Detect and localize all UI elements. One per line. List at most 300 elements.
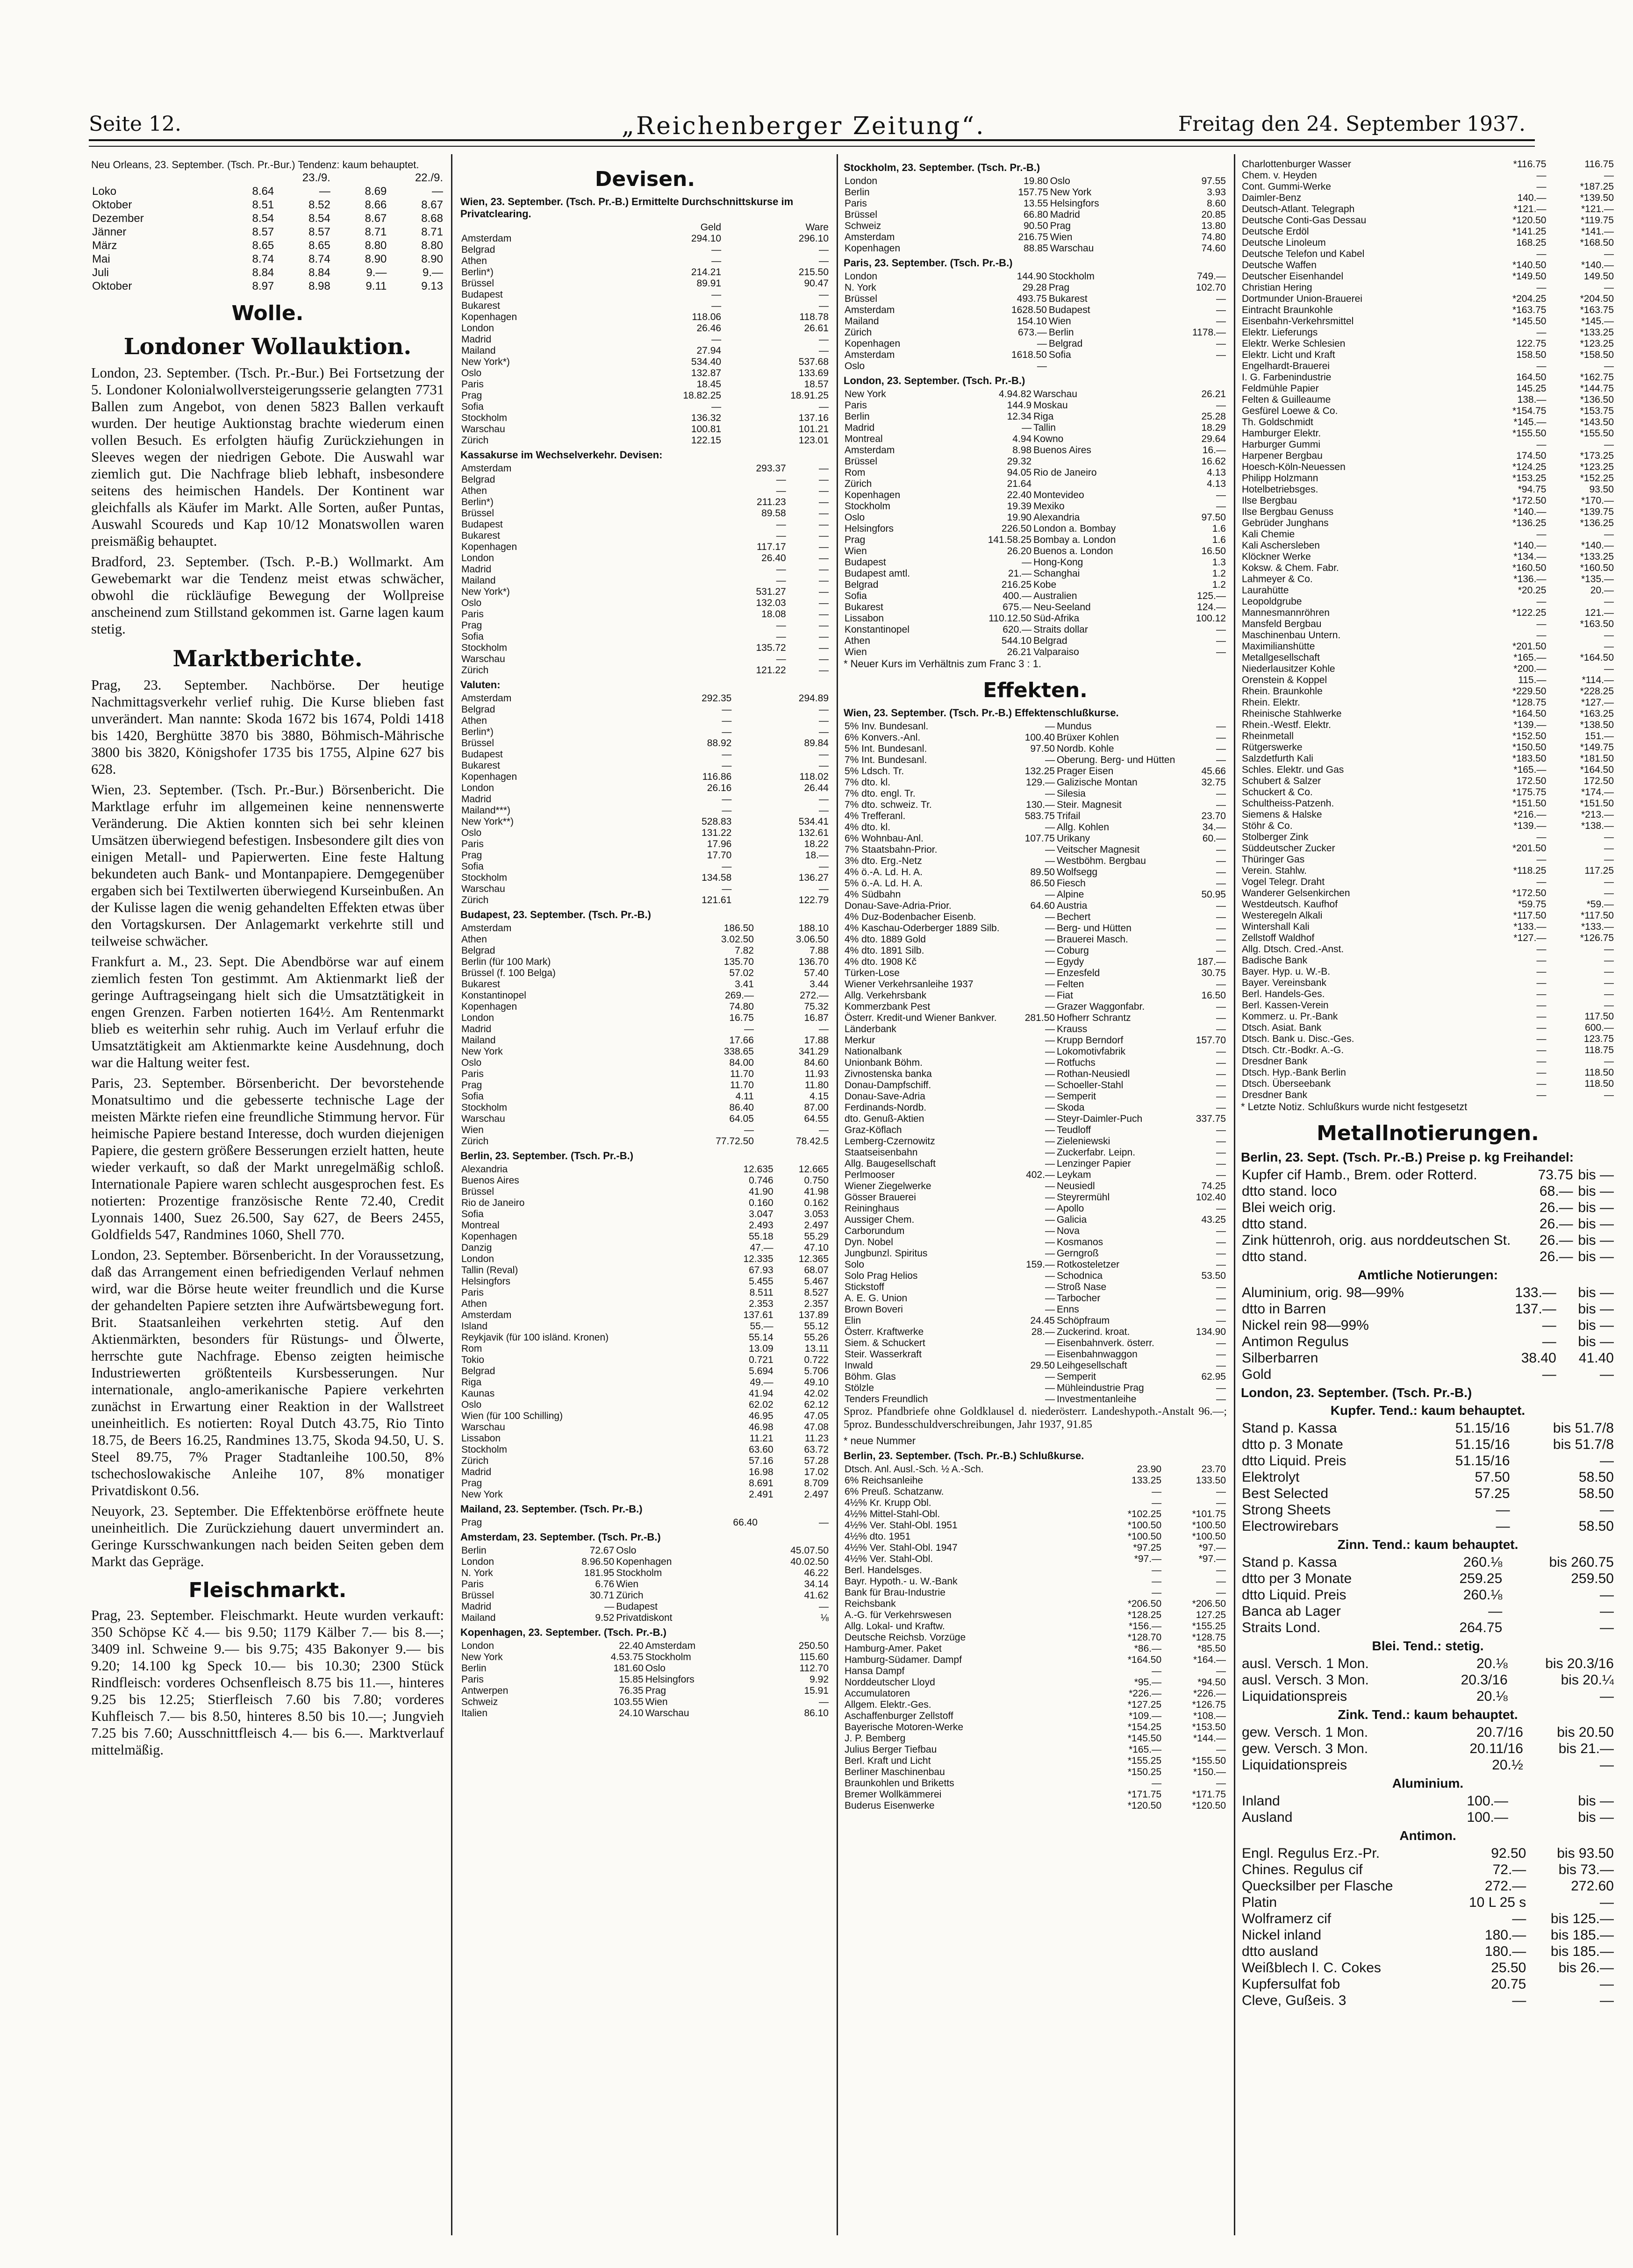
row-value: — xyxy=(1045,1057,1055,1068)
row-value: 8.90 xyxy=(365,253,387,265)
table-row xyxy=(1241,249,1615,260)
row-value: — xyxy=(776,530,786,541)
table-row xyxy=(460,1411,830,1422)
row-value: 11.21 xyxy=(749,1433,774,1444)
row-value: — xyxy=(1216,1565,1226,1576)
row-label: März xyxy=(92,239,117,252)
row-value: 19.80 xyxy=(1024,176,1048,186)
table-row xyxy=(844,1632,1227,1643)
row-value: 117.25 xyxy=(1584,865,1614,876)
row-label: 4% dto. kl. xyxy=(845,822,891,833)
row-label: 4½% dto. 1951 xyxy=(845,1531,911,1542)
table-row xyxy=(460,508,830,519)
row-label: Stockholm xyxy=(845,501,891,512)
row-value: 4.94 xyxy=(1012,434,1032,444)
row-value: — xyxy=(1216,1237,1226,1248)
row-value: 402.— xyxy=(1026,1170,1055,1180)
table-row xyxy=(844,1498,1227,1509)
table-row xyxy=(460,244,830,256)
row-value: bis — xyxy=(1578,1216,1614,1232)
row-label: Kopenhagen xyxy=(616,1556,672,1567)
row-value: 3.053 xyxy=(804,1209,829,1220)
table-row xyxy=(844,1576,1227,1587)
row-value: — xyxy=(1536,966,1547,977)
row-label: Fiesch xyxy=(1056,878,1086,889)
row-value: 103.55 xyxy=(613,1697,644,1707)
table-row xyxy=(460,827,830,839)
row-label: 7% dto. schweiz. Tr. xyxy=(845,799,932,810)
row-label: Australien xyxy=(1033,591,1077,601)
row-label: Leopoldgrube xyxy=(1242,596,1302,607)
row-value: *153.75 xyxy=(1580,406,1614,416)
row-value: — xyxy=(711,289,722,300)
row-label: Steyr-Daimler-Puch xyxy=(1056,1113,1143,1124)
rates-table xyxy=(844,389,1227,658)
table-row xyxy=(844,591,1227,602)
row-label: Schuckert & Co. xyxy=(1242,787,1313,798)
table-row xyxy=(1241,282,1615,293)
row-value: 23.90 xyxy=(1137,1464,1162,1475)
article-paragraph: Frankfurt a. M., 23. Sept. Die Abendbörse war auf einem ziemlich festen Ton gestimmt. Am Aktienmarkt ließ der geringe Auftragseingang hielt sich die Umsatztätigkeit in engen Grenzen. Farben notierten 164½. Am Rentenmarkt blieb es weiterhin sehr ruhig. Auch im Verlauf erfuhr die Umsatztätigkeit am Aktienmarkte keine Ausdehnung, doch war die Haltung weiter fest. xyxy=(91,954,444,1070)
row-label: Westböhm. Bergbau xyxy=(1056,856,1146,866)
row-value: 0.160 xyxy=(749,1198,774,1208)
row-label: Oslo xyxy=(461,598,482,608)
table-row xyxy=(844,1509,1227,1520)
row-label: Stockholm xyxy=(461,1102,508,1113)
row-label: Wolframerz cif xyxy=(1242,1911,1332,1926)
market-headline: Kassakurse im Wechselverkehr. Devisen: xyxy=(460,449,663,461)
table-row xyxy=(844,221,1227,232)
row-label: dtto per 3 Monate xyxy=(1242,1571,1352,1586)
row-label: Rom xyxy=(461,1343,482,1354)
table-row xyxy=(460,278,830,289)
row-label: Leihgesellschaft xyxy=(1056,1360,1127,1371)
row-label: Carborundum xyxy=(845,1226,905,1236)
table-row xyxy=(460,923,830,934)
row-value: 1.6 xyxy=(1212,523,1226,534)
row-label: Dtsch. Asiat. Bank xyxy=(1242,1022,1322,1033)
table-row xyxy=(460,749,830,760)
row-label: Oslo xyxy=(616,1545,637,1556)
table-row xyxy=(460,1489,830,1500)
row-value: 16.87 xyxy=(804,1013,829,1023)
row-value: *206.50 xyxy=(1127,1598,1162,1609)
row-value: 149.50 xyxy=(1583,271,1614,282)
row-label: Laurahütte xyxy=(1242,585,1289,596)
row-value: 600.— xyxy=(1585,1022,1614,1033)
row-value: — xyxy=(1045,1248,1055,1259)
row-label: Enns xyxy=(1056,1304,1079,1315)
metal-table xyxy=(1241,1845,1615,2009)
row-value: 26.— xyxy=(1539,1249,1573,1264)
row-value: — xyxy=(1216,867,1226,877)
row-label: Oberung. Berg- und Hütten xyxy=(1056,755,1175,765)
row-value: 15.85 xyxy=(619,1674,644,1685)
market-headline: Wien, 23. September. (Tsch. Pr.-B.) Ermittelte Durchschnittskurse im Privatclearing. xyxy=(460,196,794,220)
row-value: 117.50 xyxy=(1584,1011,1614,1022)
table-row xyxy=(844,833,1227,844)
table-row xyxy=(844,1778,1227,1789)
table-row xyxy=(844,282,1227,293)
row-label: Zürich xyxy=(461,1455,489,1466)
row-value: 4.13 xyxy=(1207,478,1226,489)
table-row xyxy=(844,1360,1227,1371)
row-value: *136.— xyxy=(1513,574,1547,585)
row-value: *133.25 xyxy=(1580,327,1614,338)
table-row xyxy=(844,1248,1227,1259)
table-row xyxy=(844,1655,1227,1666)
row-label: New York xyxy=(461,1489,503,1500)
row-value: 55.18 xyxy=(749,1231,774,1242)
row-value: *108.— xyxy=(1193,1711,1226,1721)
footnote: * Letzte Notiz. Schlußkurs wurde nicht festgesetzt xyxy=(1241,1101,1468,1113)
table-row xyxy=(460,1298,830,1310)
row-value: 13.09 xyxy=(749,1343,774,1354)
row-value: — xyxy=(1536,877,1547,887)
row-value: — xyxy=(1604,832,1614,842)
row-value: — xyxy=(1045,1001,1055,1012)
row-label: 7% Staatsbahn-Prior. xyxy=(845,844,938,855)
table-row xyxy=(460,1024,830,1035)
row-label: Krauss xyxy=(1056,1024,1088,1034)
table-row xyxy=(460,1265,830,1276)
row-value: *133.— xyxy=(1581,921,1614,932)
row-value: 8.68 xyxy=(421,212,443,225)
row-value: — xyxy=(1045,1113,1055,1124)
row-label: Investmentanleihe xyxy=(1056,1394,1137,1405)
row-label: Zürich xyxy=(616,1590,644,1601)
row-label: 4½% Ver. Stahl-Obl. xyxy=(845,1554,933,1564)
row-value: 16.50 xyxy=(1201,990,1226,1001)
row-value: — xyxy=(819,256,829,266)
row-value: — xyxy=(1045,788,1055,799)
row-value: *94.75 xyxy=(1518,484,1547,495)
row-label: Cont. Gummi-Werke xyxy=(1242,181,1331,192)
row-value: — xyxy=(1045,990,1055,1001)
row-label: Zellstoff Waldhof xyxy=(1242,933,1315,943)
row-value: — xyxy=(1542,1334,1556,1349)
table-row xyxy=(844,743,1227,755)
row-label: Schles. Elektr. und Gas xyxy=(1242,764,1344,775)
table-row xyxy=(844,361,1227,372)
row-value: 20.3/16 xyxy=(1461,1672,1508,1688)
row-value: 17.02 xyxy=(804,1467,829,1477)
row-label: Nova xyxy=(1056,1226,1080,1236)
row-value: 296.10 xyxy=(798,233,829,244)
row-value: 77.72.50 xyxy=(716,1136,754,1147)
table-row xyxy=(1241,1090,1615,1101)
row-label: Sofia xyxy=(461,1091,484,1102)
row-label: Elin xyxy=(845,1315,861,1326)
table-row xyxy=(844,445,1227,456)
table-row xyxy=(844,1147,1227,1158)
table-row xyxy=(1241,462,1615,473)
row-value: — xyxy=(1045,979,1055,990)
table-row xyxy=(1241,686,1615,697)
table-row xyxy=(460,783,830,794)
row-label: Lissabon xyxy=(461,1433,501,1444)
row-label: N. York xyxy=(845,282,876,293)
table-row xyxy=(1241,394,1615,406)
row-label: Deutsche Linoleum xyxy=(1242,237,1326,248)
row-label: Felten & Guilleaume xyxy=(1242,394,1331,405)
row-value: 116.75 xyxy=(1584,159,1614,170)
table-row xyxy=(844,777,1227,788)
row-label: Donau-Save-Adria xyxy=(845,1091,925,1102)
row-value: — xyxy=(1045,1304,1055,1315)
row-value: *121.— xyxy=(1513,204,1547,214)
row-label: Wien xyxy=(461,1125,484,1135)
row-label: Schweiz xyxy=(461,1697,498,1707)
table-row xyxy=(1241,1284,1615,1301)
row-value: 8.57 xyxy=(252,226,274,238)
row-label: Dtsch. Bank u. Disc.-Ges. xyxy=(1242,1034,1354,1044)
row-label: Prag xyxy=(461,850,482,861)
row-value: 18.57 xyxy=(804,379,829,390)
row-label: Semperit xyxy=(1056,1371,1096,1382)
table-row xyxy=(844,1531,1227,1542)
row-label: 5% Ldsch. Tr. xyxy=(845,766,904,777)
row-value: 135.70 xyxy=(723,956,754,967)
row-label: Banca ab Lager xyxy=(1242,1604,1341,1619)
row-label: Helsingfors xyxy=(645,1674,695,1685)
row-value: 10 L 25 s xyxy=(1468,1895,1526,1910)
table-row xyxy=(844,232,1227,243)
row-label: Mansfeld Bergbau xyxy=(1242,619,1322,629)
table-row xyxy=(1241,518,1615,529)
row-value: *97.— xyxy=(1134,1554,1162,1564)
row-value: 102.40 xyxy=(1196,1192,1226,1203)
row-value: — xyxy=(1216,1304,1226,1315)
row-value: *204.25 xyxy=(1512,293,1547,304)
row-label: Prag xyxy=(461,1517,482,1528)
table-row xyxy=(844,889,1227,900)
row-label: Allg. Baugesellschaft xyxy=(845,1158,936,1169)
row-value: — xyxy=(1536,1090,1547,1100)
row-label: A. E. G. Union xyxy=(845,1293,908,1304)
row-label: Krupp Berndorf xyxy=(1056,1035,1124,1046)
table-row xyxy=(1241,1485,1615,1502)
table-row xyxy=(1241,798,1615,809)
table-row xyxy=(1241,428,1615,439)
row-value: 64.60 xyxy=(1030,900,1055,911)
row-value: 211.23 xyxy=(757,497,786,507)
table-row xyxy=(1241,417,1615,428)
row-label: Hamburger Elektr. xyxy=(1242,428,1321,439)
table-row xyxy=(460,1321,830,1332)
row-label: Galizische Montan xyxy=(1056,777,1138,788)
row-label: Elektr. Werke Schlesien xyxy=(1242,338,1346,349)
subsection-title: Londoner Wollauktion. xyxy=(123,334,412,360)
metal-table xyxy=(1241,1284,1615,1383)
row-label: Belgrad xyxy=(461,244,495,255)
table-row xyxy=(1241,484,1615,495)
row-label: Kopenhagen xyxy=(461,771,517,782)
row-label: dtto p. 3 Monate xyxy=(1242,1437,1343,1452)
row-value: — xyxy=(1216,305,1226,315)
row-value: 8.97 xyxy=(252,280,274,292)
row-label: Dyn. Nobel xyxy=(845,1237,893,1248)
row-value: 8.98 xyxy=(308,280,330,292)
row-value: — xyxy=(722,861,732,872)
column-header: Ware xyxy=(805,222,829,233)
table-row xyxy=(844,293,1227,305)
table-row xyxy=(460,1517,830,1528)
row-label: Amsterdam xyxy=(845,445,895,456)
row-label: Berlin xyxy=(461,1663,487,1674)
market-headline: Budapest, 23. September. (Tsch. Pr.-B.) xyxy=(460,909,651,920)
rates-table xyxy=(460,222,830,446)
row-value: *168.50 xyxy=(1580,237,1614,248)
row-value: 20.11/16 xyxy=(1469,1741,1523,1756)
row-label: 6% Wohnbau-Anl. xyxy=(845,833,924,844)
row-value: 226.50 xyxy=(1001,523,1032,534)
row-label: Eisenbahnverk. österr. xyxy=(1056,1338,1154,1348)
table-row xyxy=(1241,944,1615,955)
row-value: 0.750 xyxy=(804,1175,829,1186)
table-row xyxy=(844,1464,1227,1475)
row-label: Inwald xyxy=(845,1360,873,1371)
table-row xyxy=(1241,237,1615,249)
row-label: Brüssel xyxy=(461,278,494,289)
table-row xyxy=(1241,742,1615,753)
row-value: 157.75 xyxy=(1018,187,1048,198)
table-row xyxy=(1241,877,1615,888)
table-row xyxy=(1241,1757,1615,1773)
row-value: *158.50 xyxy=(1580,349,1614,360)
row-value: *140.— xyxy=(1581,260,1614,271)
row-label: Berlin xyxy=(1048,327,1074,338)
row-value: 26.— xyxy=(1539,1216,1573,1232)
row-value: 122.79 xyxy=(798,895,829,906)
row-value: — xyxy=(819,485,829,496)
row-value: 57.40 xyxy=(804,968,829,978)
column-divider xyxy=(1234,154,1235,2235)
row-label: Dortmunder Union-Brauerei xyxy=(1242,293,1362,304)
row-label: Kopenhagen xyxy=(845,490,901,500)
row-label: Belgrad xyxy=(461,1366,495,1376)
row-label: Zürich xyxy=(845,478,872,489)
table-row xyxy=(844,900,1227,912)
rates-table xyxy=(460,1164,830,1500)
row-value: — xyxy=(1600,1453,1614,1469)
row-value: — xyxy=(722,884,732,894)
row-value: 21.— xyxy=(1008,568,1032,579)
row-value: 118.06 xyxy=(692,312,722,322)
row-value: — xyxy=(1604,282,1614,293)
row-value: 133.— xyxy=(1515,1285,1556,1300)
row-value: — xyxy=(1216,755,1226,765)
table-row xyxy=(1241,1022,1615,1034)
row-value: *116.75 xyxy=(1513,159,1547,170)
section-title-marktberichte: Marktberichte. xyxy=(172,646,363,672)
row-value: 137.16 xyxy=(798,413,829,423)
row-value: 292.35 xyxy=(702,693,732,704)
table-row xyxy=(844,624,1227,635)
table-row xyxy=(844,1035,1227,1046)
row-value: 2.353 xyxy=(749,1298,774,1309)
row-value: *133.— xyxy=(1513,921,1547,932)
row-label: London xyxy=(461,1254,494,1264)
row-value: — xyxy=(819,794,829,805)
row-value: — xyxy=(819,463,829,474)
row-value: *229.50 xyxy=(1512,686,1547,697)
row-value: 110.12.50 xyxy=(988,613,1032,624)
row-value: 16.— xyxy=(1202,445,1226,456)
row-value: *163.75 xyxy=(1512,305,1547,315)
row-label: Leykam xyxy=(1056,1170,1091,1180)
row-value: — xyxy=(1045,1349,1055,1360)
row-label: Kopenhagen xyxy=(461,312,517,322)
row-value: 164.50 xyxy=(1516,372,1547,383)
row-label: Türken-Lose xyxy=(845,968,900,978)
table-row xyxy=(1241,753,1615,764)
table-row xyxy=(1241,764,1615,776)
row-value: 1.2 xyxy=(1212,568,1226,579)
row-label: Moskau xyxy=(1033,400,1068,411)
row-value: 57.16 xyxy=(749,1455,774,1466)
row-value: — xyxy=(819,609,829,620)
row-label: Berlin xyxy=(845,411,870,422)
row-value: — xyxy=(819,749,829,760)
row-value: 186.50 xyxy=(723,923,754,934)
row-value: 30.75 xyxy=(1201,968,1226,978)
table-row xyxy=(91,198,444,212)
row-value: *128.75 xyxy=(1192,1632,1226,1643)
row-value: 0.162 xyxy=(804,1198,829,1208)
table-row xyxy=(1241,1927,1615,1943)
row-label: Elektr. Lieferungs xyxy=(1242,327,1318,338)
row-label: Buenos Aires xyxy=(1033,445,1091,456)
row-label: Alexandria xyxy=(461,1164,508,1175)
row-label: Stroß Nase xyxy=(1056,1282,1107,1292)
row-label: Schubert & Salzer xyxy=(1242,776,1321,786)
row-value: 112.70 xyxy=(799,1663,829,1674)
row-value: 8.98 xyxy=(1012,445,1032,456)
row-value: — xyxy=(1037,338,1047,349)
row-value: 9.— xyxy=(422,266,443,279)
row-value: — xyxy=(722,760,732,771)
row-value: *128.70 xyxy=(1127,1632,1162,1643)
table-row xyxy=(844,501,1227,512)
table-row xyxy=(460,267,830,278)
row-value: 29.28 xyxy=(1022,282,1047,293)
table-row xyxy=(844,1024,1227,1035)
row-label: Bank für Brau-Industrie xyxy=(845,1587,945,1598)
row-value: 78.42.5 xyxy=(795,1136,829,1147)
row-value: 97.50 xyxy=(1201,512,1226,523)
row-label: Warschau xyxy=(461,1113,505,1124)
row-value: *140.— xyxy=(1513,506,1547,517)
row-label: Niederlausitzer Kohle xyxy=(1242,663,1335,674)
table-row xyxy=(460,1422,830,1433)
row-label: Zürich xyxy=(461,1136,489,1147)
row-label: Staatseisenbahn xyxy=(845,1147,918,1158)
row-label: Dtsch. Überseebank xyxy=(1242,1078,1331,1089)
row-value: — xyxy=(1536,1078,1547,1089)
row-value: 157.70 xyxy=(1196,1035,1226,1046)
row-value: *85.50 xyxy=(1197,1643,1226,1654)
row-value: 18.22 xyxy=(804,839,829,849)
row-value: — xyxy=(1216,1576,1226,1587)
row-label: Montevideo xyxy=(1033,490,1084,500)
row-value: — xyxy=(1045,844,1055,855)
row-value: — xyxy=(776,485,786,496)
table-row xyxy=(460,1332,830,1343)
row-value: 41.98 xyxy=(804,1186,829,1197)
table-row xyxy=(460,1276,830,1287)
row-label: Perlmooser xyxy=(845,1170,895,1180)
